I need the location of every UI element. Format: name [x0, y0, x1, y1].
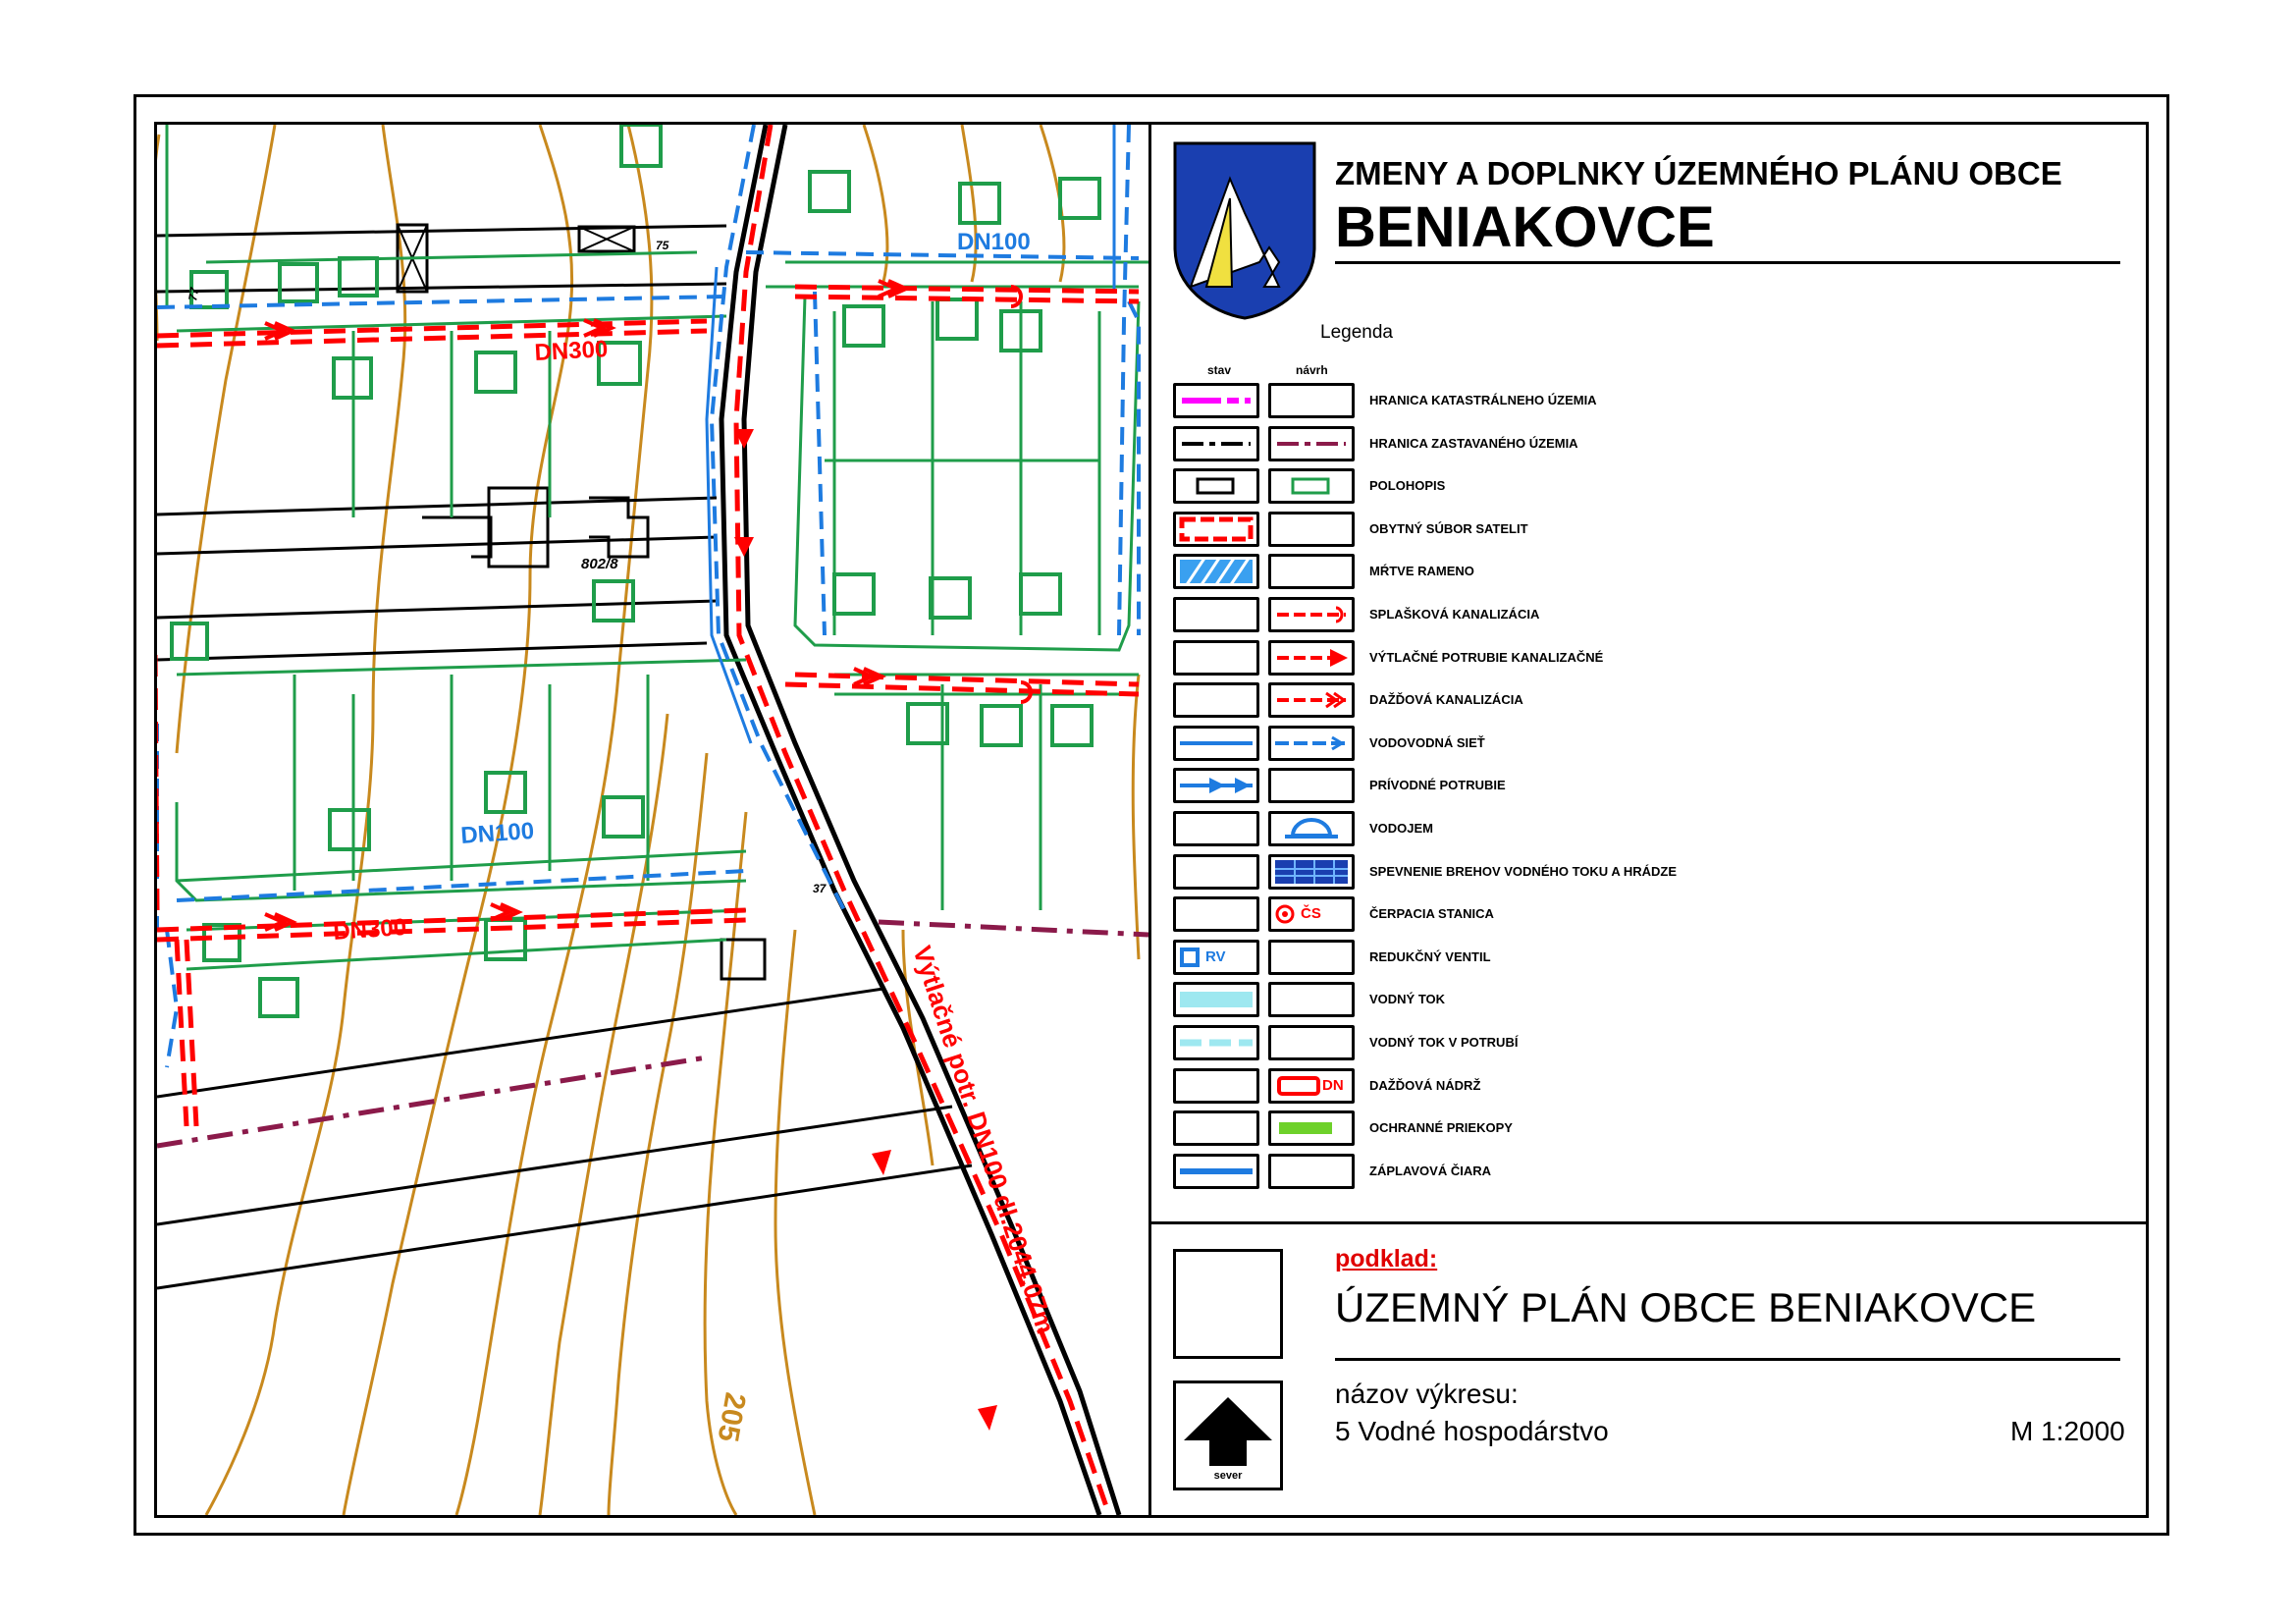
- legend-symbol-navrh-symbol: [1271, 643, 1352, 673]
- legend-symbol-stav-symbol: [1176, 471, 1256, 501]
- legend-symbol-navrh: [1268, 468, 1355, 504]
- legend-symbol-stav: [1173, 896, 1259, 932]
- legend-label: VODOVODNÁ SIEŤ: [1369, 734, 1485, 750]
- legend-label: ČERPACIA STANICA: [1369, 906, 1494, 922]
- legend-row: [1173, 982, 1762, 1017]
- legend-label: REDUKČNÝ VENTIL: [1369, 948, 1491, 964]
- legend-symbol-stav-symbol: [1176, 729, 1256, 758]
- legend-symbol-stav: [1173, 1025, 1259, 1060]
- legend-symbol-stav: [1173, 940, 1259, 975]
- legend-symbol-stav-symbol: [1176, 857, 1256, 887]
- legend-symbol-stav-symbol: [1176, 600, 1256, 629]
- label-dn300-top: DN300: [533, 336, 609, 366]
- proposed-houses: [172, 125, 1099, 1016]
- stamp-box: [1173, 1249, 1283, 1359]
- legend-row: [1173, 512, 1762, 547]
- legend-symbol-navrh: [1268, 1025, 1355, 1060]
- legend-label: ZÁPLAVOVÁ ČIARA: [1369, 1163, 1491, 1178]
- legend-symbol-stav: [1173, 854, 1259, 890]
- village-crest: [1171, 139, 1318, 320]
- legend-row: [1173, 1110, 1762, 1146]
- legend-symbol-stav: [1173, 426, 1259, 461]
- legend-row: [1173, 768, 1762, 803]
- legend-symbol-navrh-symbol: [1271, 471, 1352, 501]
- legend-symbol-navrh: [1268, 768, 1355, 803]
- legend-symbol-stav-symbol: [1176, 985, 1256, 1014]
- legend-symbol-navrh-symbol: [1271, 814, 1352, 843]
- legend-symbol-navrh: [1268, 896, 1355, 932]
- label-parcel-802: 802/8: [581, 556, 618, 572]
- north-label: sever: [1213, 1470, 1243, 1482]
- legend-symbol-navrh: [1268, 554, 1355, 589]
- legend-row: [1173, 554, 1762, 589]
- legend-symbol-navrh: [1268, 512, 1355, 547]
- legend-row: [1173, 726, 1762, 761]
- label-pipe: Výtlačné potr. DN100 dl.2044.07m: [907, 942, 1061, 1337]
- legend-label: HRANICA KATASTRÁLNEHO ÚZEMIA: [1369, 393, 1597, 407]
- scale-label: M 1:2000: [2010, 1416, 2125, 1446]
- legend-symbol-navrh-symbol: [1271, 943, 1352, 972]
- legend-row: [1173, 940, 1762, 975]
- legend-label: OCHRANNÉ PRIEKOPY: [1369, 1120, 1513, 1136]
- title-line-2: BENIAKOVCE: [1335, 195, 1715, 259]
- legend-symbol-stav-symbol: [1176, 557, 1256, 586]
- map-canvas[interactable]: [157, 125, 1148, 1515]
- base-label: podklad:: [1335, 1245, 1438, 1272]
- base-value: ÚZEMNÝ PLÁN OBCE BENIAKOVCE: [1335, 1284, 2037, 1330]
- north-arrow-box: [1173, 1380, 1283, 1490]
- legend-symbol-stav: [1173, 768, 1259, 803]
- legend-label: VODNÝ TOK V POTRUBÍ: [1369, 1035, 1519, 1050]
- label-parcel-77: 77: [186, 286, 202, 302]
- legend-row: [1173, 1025, 1762, 1060]
- legend-symbol-navrh: [1268, 597, 1355, 632]
- legend-symbol-navrh-symbol: [1271, 985, 1352, 1014]
- legend-symbol-stav: [1173, 1110, 1259, 1146]
- legend-symbol-stav-text: RV: [1205, 947, 1226, 965]
- legend-symbol-stav: [1173, 726, 1259, 761]
- legend-symbol-navrh-symbol: [1271, 600, 1352, 629]
- legend-row: [1173, 597, 1762, 632]
- legend-symbol-stav: [1173, 468, 1259, 504]
- legend-symbol-navrh: [1268, 383, 1355, 418]
- legend-symbol-navrh-symbol: [1271, 1157, 1352, 1186]
- legend-symbol-stav-symbol: [1176, 429, 1256, 459]
- legend-symbol-navrh-symbol: [1271, 857, 1352, 887]
- legend-symbol-stav: [1173, 597, 1259, 632]
- legend-row: [1173, 854, 1762, 890]
- legend-symbol-stav-symbol: [1176, 771, 1256, 800]
- legend-label: DAŽĎOVÁ NÁDRŽ: [1369, 1077, 1481, 1093]
- legend-title: Legenda: [1320, 322, 1393, 343]
- legend-label: POLOHOPIS: [1369, 478, 1446, 494]
- legend-symbol-navrh-symbol: [1271, 429, 1352, 459]
- north-arrow-icon: [1176, 1395, 1280, 1474]
- legend-row: [1173, 640, 1762, 676]
- legend-symbol-stav: [1173, 512, 1259, 547]
- legend-label: OBYTNÝ SÚBOR SATELIT: [1369, 520, 1528, 536]
- legend-symbol-stav: [1173, 640, 1259, 676]
- legend-row: [1173, 811, 1762, 846]
- legend-label: VODNÝ TOK: [1369, 992, 1446, 1007]
- legend-symbol-stav-symbol: [1176, 1113, 1256, 1143]
- legend-symbol-stav-symbol: [1176, 386, 1256, 415]
- legend-symbol-stav: [1173, 1068, 1259, 1104]
- legend-label: MŔTVE RAMENO: [1369, 564, 1474, 579]
- legend-col-navrh: návrh: [1296, 363, 1328, 377]
- legend-symbol-navrh: [1268, 940, 1355, 975]
- title-rule: [1335, 261, 2120, 264]
- legend-label: VÝTLAČNÉ POTRUBIE KANALIZAČNÉ: [1369, 649, 1604, 665]
- legend-symbol-navrh-symbol: [1271, 771, 1352, 800]
- legend-col-stav: stav: [1207, 363, 1232, 377]
- legend-symbol-navrh: [1268, 854, 1355, 890]
- legend-row: [1173, 682, 1762, 718]
- legend-label: VODOJEM: [1369, 821, 1434, 836]
- legend-symbol-stav-symbol: [1176, 643, 1256, 673]
- legend-symbol-stav-symbol: [1176, 514, 1256, 544]
- base-rule: [1335, 1358, 2120, 1361]
- legend-label: DAŽĎOVÁ KANALIZÁCIA: [1369, 692, 1523, 708]
- legend-symbol-navrh: [1268, 982, 1355, 1017]
- legend-symbol-navrh: [1268, 811, 1355, 846]
- legend-symbol-navrh: [1268, 682, 1355, 718]
- title-line-1: ZMENY A DOPLNKY ÚZEMNÉHO PLÁNU OBCE: [1335, 155, 2062, 191]
- legend-symbol-navrh: [1268, 1110, 1355, 1146]
- legend-symbol-navrh-symbol: [1271, 1028, 1352, 1057]
- label-parcel-75: 75: [656, 239, 669, 252]
- legend-symbol-navrh: [1268, 426, 1355, 461]
- legend-label: HRANICA ZASTAVANÉHO ÚZEMIA: [1369, 435, 1578, 451]
- legend-symbol-navrh-symbol: [1271, 514, 1352, 544]
- panel-divider: [1148, 122, 1151, 1518]
- legend-symbol-stav-symbol: [1176, 1157, 1256, 1186]
- legend-row: [1173, 1154, 1762, 1189]
- legend-symbol-navrh-symbol: [1271, 557, 1352, 586]
- legend-symbol-navrh: [1268, 640, 1355, 676]
- legend-symbol-stav-symbol: [1176, 814, 1256, 843]
- legend-label: PRÍVODNÉ POTRUBIE: [1369, 778, 1506, 793]
- legend-symbol-navrh-text: DN: [1322, 1076, 1344, 1094]
- legend-row: [1173, 468, 1762, 504]
- drawing-value: 5 Vodné hospodárstvo: [1335, 1416, 1609, 1446]
- drawing-label: názov výkresu:: [1335, 1379, 1519, 1409]
- legend-symbol-stav-symbol: [1176, 1028, 1256, 1057]
- mid-rule: [1148, 1221, 2149, 1224]
- legend-symbol-stav: [1173, 811, 1259, 846]
- legend-row: [1173, 426, 1762, 461]
- legend-symbol-navrh: [1268, 726, 1355, 761]
- built-up-boundary: [157, 922, 1148, 1146]
- legend-symbol-stav: [1173, 1154, 1259, 1189]
- legend-symbol-navrh-symbol: [1271, 1113, 1352, 1143]
- legend-symbol-navrh-symbol: [1271, 386, 1352, 415]
- legend-label: SPLAŠKOVÁ KANALIZÁCIA: [1369, 607, 1540, 622]
- legend-symbol-navrh: [1268, 1154, 1355, 1189]
- legend-symbol-stav-symbol: [1176, 1071, 1256, 1101]
- legend-row: [1173, 1068, 1762, 1104]
- parcel-lines: [157, 225, 972, 1288]
- legend-symbol-stav-symbol: [1176, 685, 1256, 715]
- legend-row: [1173, 383, 1762, 418]
- legend-symbol-stav: [1173, 682, 1259, 718]
- legend-label: SPEVNENIE BREHOV VODNÉHO TOKU A HRÁDZE: [1369, 863, 1678, 879]
- legend-row: [1173, 896, 1762, 932]
- label-parcel-37: 37: [813, 882, 827, 895]
- legend-symbol-navrh-symbol: [1271, 729, 1352, 758]
- label-dn100-top: DN100: [957, 229, 1031, 255]
- contour-label-205: 205: [711, 1389, 752, 1444]
- legend-symbol-stav: [1173, 383, 1259, 418]
- legend-symbol-navrh: [1268, 1068, 1355, 1104]
- label-dn100-bottom: DN100: [459, 817, 535, 849]
- legend-symbol-navrh-text: ČS: [1301, 905, 1321, 923]
- legend-symbol-stav: [1173, 982, 1259, 1017]
- legend-symbol-stav-symbol: [1176, 899, 1256, 929]
- legend-symbol-navrh-symbol: [1271, 685, 1352, 715]
- legend-symbol-stav: [1173, 554, 1259, 589]
- label-dn300-bottom: DN300: [332, 913, 407, 946]
